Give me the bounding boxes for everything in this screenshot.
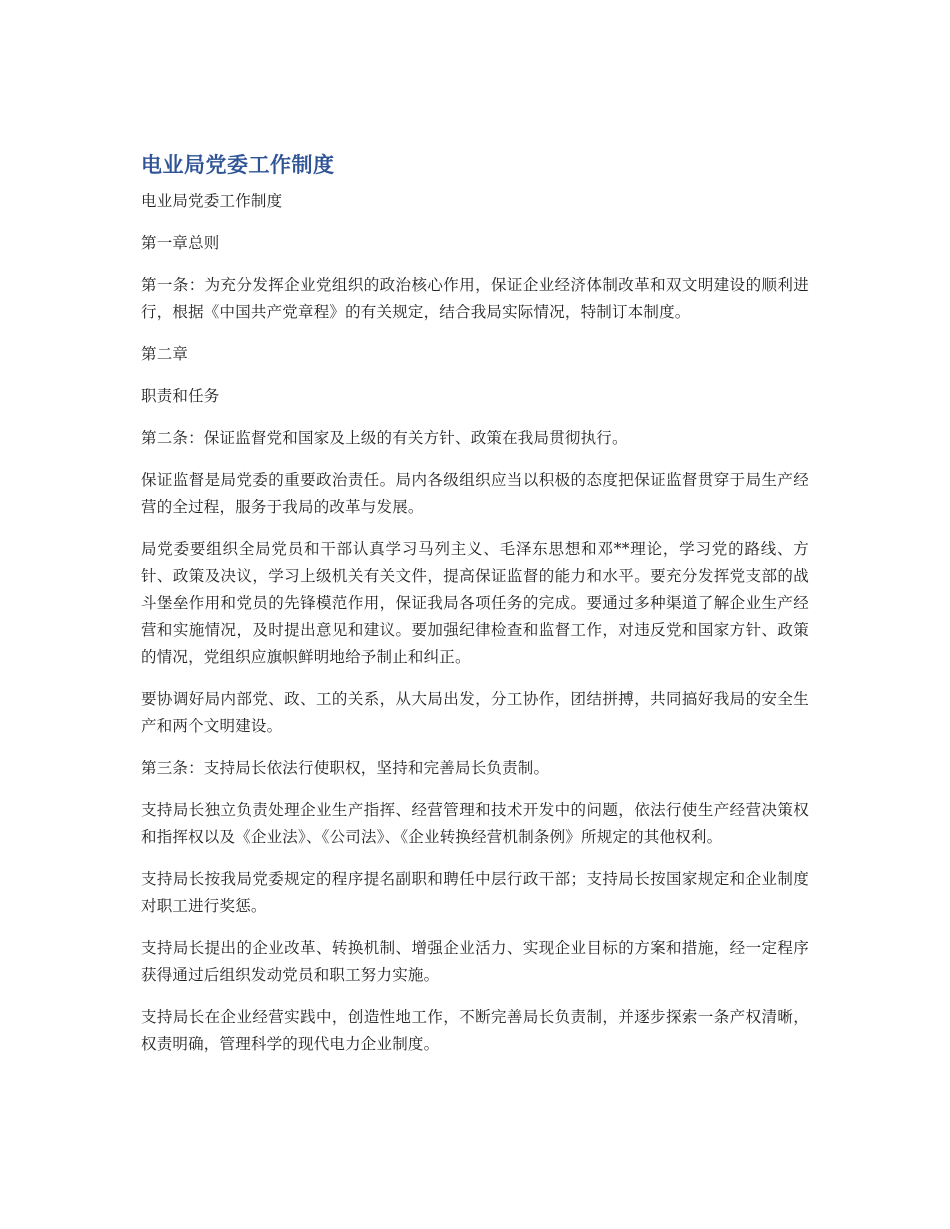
paragraph-article-1: 第一条：为充分发挥企业党组织的政治核心作用，保证企业经济体制改革和双文明建设的顺利进行，根据《中国共产党章程》的有关规定，结合我局实际情况，特制订本制度。 [141, 276, 809, 321]
paragraph-body: 支持局长在企业经营实践中，创造性地工作，不断完善局长负责制，并逐步探索一条产权清晰，权责明确，管理科学的现代电力企业制度。 [141, 1008, 809, 1053]
document-title: 电业局党委工作制度 [141, 153, 335, 177]
paragraph-article-2: 第二条：保证监督党和国家及上级的有关方针、政策在我局贯彻执行。 [141, 429, 628, 447]
paragraph-chapter-1: 第一章总则 [141, 234, 220, 252]
paragraph-chapter-2: 第二章 [141, 345, 189, 363]
paragraph-body: 支持局长提出的企业改革、转换机制、增强企业活力、实现企业目标的方案和措施，经一定程序获得通过后组织发动党员和职工努力实施。 [141, 939, 809, 984]
paragraph-body: 局党委要组织全局党员和干部认真学习马列主义、毛泽东思想和邓**理论，学习党的路线、方针、政策及决议，学习上级机关有关文件，提高保证监督的能力和水平。要充分发挥党支部的战斗堡垒作用和党员的先锋模范作用，保证我局各项任务的完成。要通过多种渠道了解企业生产经营和实施情况，及时提出意见和建议。要加强纪律检查和监督工作，对违反党和国家方针、政策的情况，党组织应旗帜鲜明地给予制止和纠正。 [141, 540, 809, 666]
paragraph-subtitle: 电业局党委工作制度 [141, 192, 283, 210]
paragraph-article-3: 第三条：支持局长依法行使职权，坚持和完善局长负责制。 [141, 759, 550, 777]
paragraph-body: 要协调好局内部党、政、工的关系，从大局出发，分工协作，团结拼搏，共同搞好我局的安全生产和两个文明建设。 [141, 690, 809, 735]
paragraph-body: 支持局长按我局党委规定的程序提名副职和聘任中层行政干部；支持局长按国家规定和企业制度对职工进行奖惩。 [141, 870, 809, 915]
paragraph-chapter-2-title: 职责和任务 [141, 387, 220, 405]
document-page [141, 150, 809, 1073]
paragraph-body: 保证监督是局党委的重要政治责任。局内各级组织应当以积极的态度把保证监督贯穿于局生产经营的全过程，服务于我局的改革与发展。 [141, 471, 809, 516]
paragraph-body: 支持局长独立负责处理企业生产指挥、经营管理和技术开发中的问题，依法行使生产经营决策权和指挥权以及《企业法》、《公司法》、《企业转换经营机制条例》所规定的其他权利。 [141, 801, 809, 846]
